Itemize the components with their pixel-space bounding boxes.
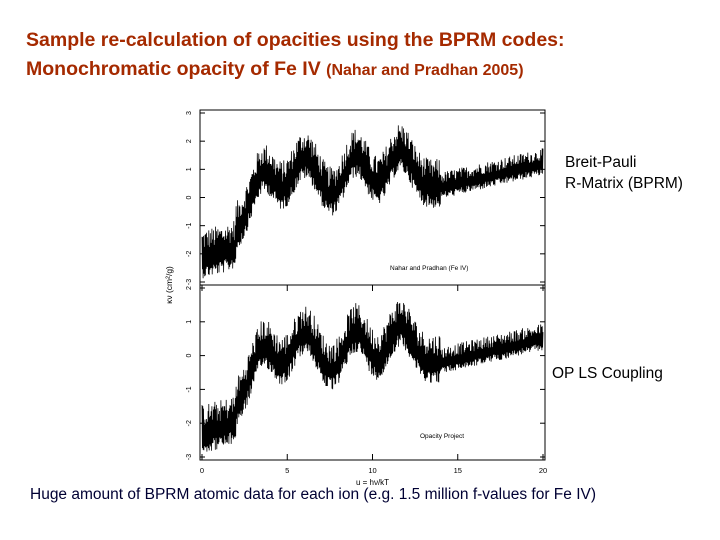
x-axis-label: u = hν/kT: [355, 478, 390, 487]
bprm-label: [565, 152, 683, 194]
opacity-figure: [150, 105, 560, 505]
bprm-label-line-2: R-Matrix (BPRM): [565, 175, 683, 192]
y-tick-label: 2: [186, 139, 193, 144]
y-tick-label: 2: [186, 286, 193, 290]
x-tick-label: 10: [368, 466, 377, 475]
title-citation: (Nahar and Pradhan 2005): [326, 62, 524, 79]
y-tick-label: -3: [186, 453, 193, 461]
plot-frame: [200, 110, 545, 460]
y-axis-label: κν (cm²/g): [164, 266, 174, 304]
title-line-2: Monochromatic opacity of Fe IV: [26, 58, 321, 80]
bprm-label-line-1: Breit-Pauli: [565, 154, 637, 171]
y-tick-label: 1: [186, 319, 193, 324]
opacity-plot: [150, 105, 560, 505]
y-tick-label: -3: [186, 278, 193, 286]
y-tick-label: -2: [186, 250, 193, 257]
y-tick-label: -2: [186, 420, 193, 427]
y-tick-label: 0: [186, 353, 193, 358]
footer-caption: Huge amount of BPRM atomic data for each ion (e.g. 1.5 million f-values for Fe IV): [30, 486, 597, 503]
slide-title: [26, 26, 565, 85]
y-tick-label: 3: [186, 111, 193, 115]
x-tick-label: 15: [453, 466, 462, 475]
x-tick-label: 5: [285, 466, 290, 475]
x-tick-label: 0: [199, 466, 205, 475]
opacity-trace-bottom: [202, 302, 543, 452]
title-line-1: Sample re-calculation of opacities using the BPRM codes:: [26, 29, 565, 51]
y-tick-label: -1: [186, 222, 193, 229]
op-ls-label: OP LS Coupling: [552, 365, 663, 382]
y-tick-label: -1: [186, 386, 193, 393]
y-tick-label: 1: [186, 167, 193, 172]
panel-caption-bottom: Opacity Project: [420, 433, 465, 440]
y-tick-label: 0: [186, 195, 193, 200]
panel-caption-top: Nahar and Pradhan (Fe IV): [390, 265, 469, 272]
opacity-trace-top: [202, 125, 543, 278]
x-tick-label: 20: [538, 466, 548, 475]
